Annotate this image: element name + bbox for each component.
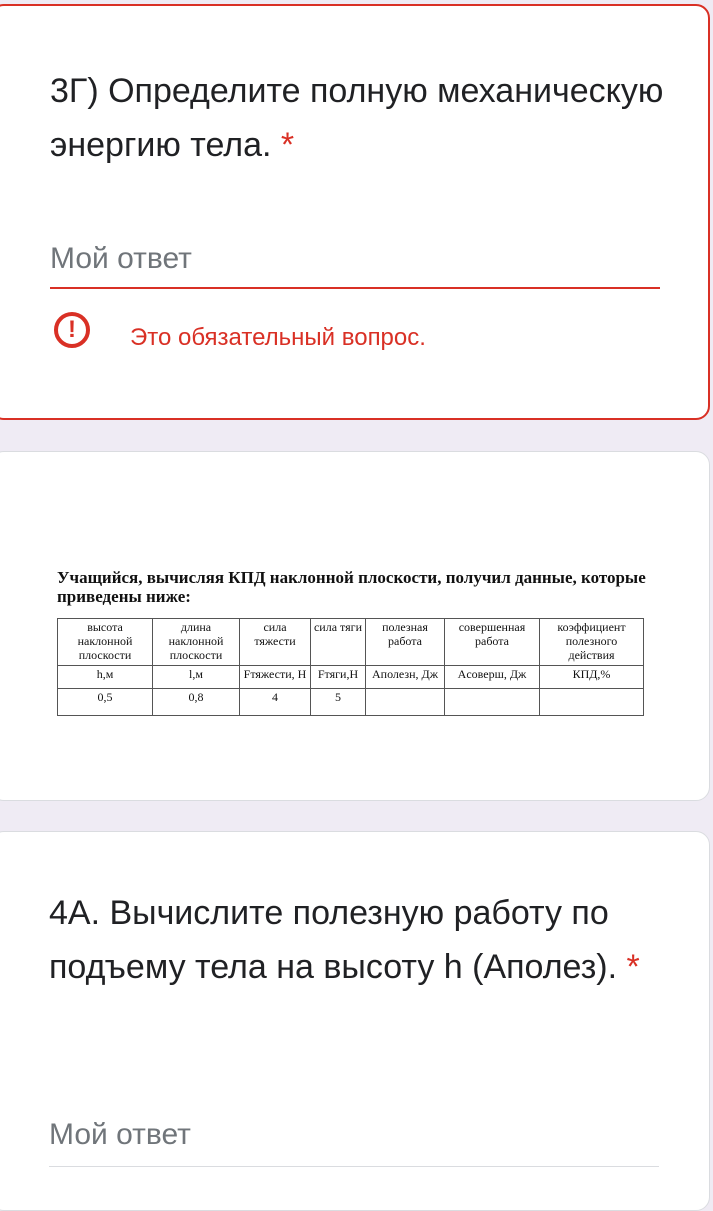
answer-underline	[50, 287, 660, 289]
image-card	[0, 451, 710, 801]
table-symbol-row	[58, 666, 644, 689]
table-cell: 0,5	[58, 689, 153, 716]
error-message: Это обязательный вопрос.	[130, 324, 426, 351]
table-cell: 4	[240, 689, 311, 716]
table-header-cell: высота наклонной плоскости	[58, 619, 153, 666]
table-row	[58, 689, 644, 716]
answer-placeholder: Мой ответ	[49, 1118, 191, 1151]
table-cell: Fтяжести, Н	[240, 666, 311, 689]
table-header-cell: сила тяги	[311, 619, 366, 666]
question-card-4a	[0, 831, 710, 1211]
table-header-cell: сила тяжести	[240, 619, 311, 666]
table-header-cell: коэффициент полезного действия	[540, 619, 644, 666]
table-cell: Fтяги,Н	[311, 666, 366, 689]
table-cell	[445, 689, 540, 716]
question-card-3g	[0, 4, 710, 420]
table-cell: l,м	[153, 666, 240, 689]
required-asterisk: *	[626, 948, 640, 986]
answer-placeholder: Мой ответ	[50, 242, 192, 275]
table-cell	[366, 689, 445, 716]
table-cell: h,м	[58, 666, 153, 689]
table-header-row	[58, 619, 644, 666]
table-header-cell: совершенная работа	[445, 619, 540, 666]
answer-underline	[49, 1166, 659, 1167]
question-title: 4А. Вычислите полезную работу по подъему тела на высоту h (Аполез). *	[49, 894, 640, 986]
table-cell: Aсоверш, Дж	[445, 666, 540, 689]
table-cell: 5	[311, 689, 366, 716]
required-asterisk: *	[280, 126, 295, 164]
data-table	[57, 618, 644, 716]
image-caption: Учащийся, вычисляя КПД наклонной плоскости, получил данные, которые приведены ниже:	[57, 568, 646, 606]
table-header-cell: длина наклонной плоскости	[153, 619, 240, 666]
question-title: 3Г) Определите полную механическую энергию тела. *	[50, 72, 664, 164]
error-icon: !	[54, 312, 90, 348]
table-cell: 0,8	[153, 689, 240, 716]
table-cell: КПД,%	[540, 666, 644, 689]
table-cell	[540, 689, 644, 716]
table-header-cell: полезная работа	[366, 619, 445, 666]
table-cell: Aполезн, Дж	[366, 666, 445, 689]
